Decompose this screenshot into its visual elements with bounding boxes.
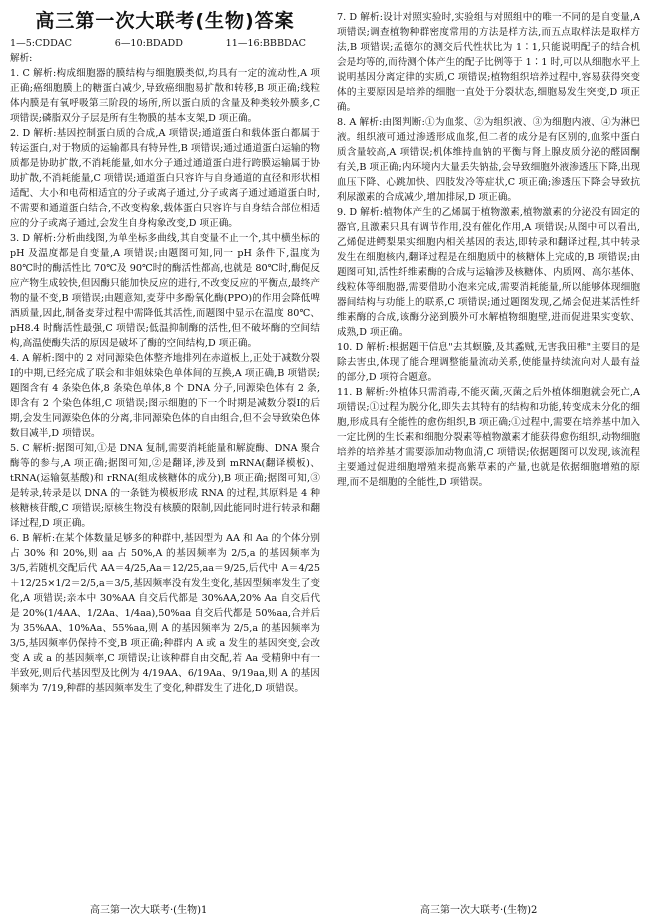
analysis-item-1: 1. C 解析:构成细胞器的膜结构与细胞膜类似,均具有一定的流动性,A 项正确;癌细胞膜上的糖蛋白减少,导致癌细胞易扩散和转移,B 项正确;线粒体内膜是有氧呼吸第三阶段的场所,所以蛋白质的含量及种类较外膜多,C 项错误;磷脂双分子层是所有生物膜的基本支架,D 项正确。 bbox=[10, 68, 320, 124]
analysis-item-10: 10. D 解析:根据题干信息"去其螟螣,及其蟊贼,无害我田稚"主要目的是除去害虫,体现了能合理调整能量流动关系,使能量持续流向对人最有益的部分,D 项符合题意。 bbox=[337, 342, 640, 383]
analysis-label: 解析: bbox=[10, 53, 33, 64]
analysis-item-4: 4. A 解析:图中的 2 对同源染色体整齐地排列在赤道板上,正处于减数分裂Ⅰ的中期,已经完成了联会和非姐妹染色单体间的互换,A 项正确,B 项错误;题图含有 4 条染色体,8 条染色单体,8 个 DNA 分子,同源染色体有 2 条,即含有 2 个染色体组,C 项错误;图示细胞的下一个时期是减数分裂Ⅰ的后期,会发生同源染色体的分离,非同源染色体的自由组合,但不会导致染色体数目减半,D 项错误。 bbox=[10, 353, 320, 439]
analysis-item-3: 3. D 解析:分析曲线图,为单坐标多曲线,其自变量不止一个,其中横坐标的 pH 及温度都是自变量,A 项错误;由题图可知,同一 pH 条件下,温度为 80℃时的酶活性比 70℃及 90℃时的酶活性都高,也就是 80℃时,酶促反应产物生成较快,但因酶只能加快反应的进行,不改变反应的平衡点,最终产物的量不变,B 项错误;由题意知,麦芽中多酚氧化酶(PPO)的作用会降低啤酒质量,因此,制备麦芽过程中需降低其活性,而题图中显示在温度 80℃、pH8.4 时酶活性最强,C 项错误;低温抑制酶的活性,但不破坏酶的空间结构,高温使酶失活的原因是破坏了酶的空间结构,D 项正确。 bbox=[10, 233, 320, 349]
footer-right: 高三第一次大联考·(生物)2 bbox=[420, 905, 538, 916]
analysis-item-11: 11. B 解析:外植体只需消毒,不能灭菌,灭菌之后外植体细胞就会死亡,A 项错误;①过程为脱分化,即失去其特有的结构和功能,转变成未分化的细胞,形成具有全能性的愈伤组织,B 项正确;①过程中,需要在培养基中加入一定比例的生长素和细胞分裂素等植物激素才能获得愈伤组织,动物细胞培养的培养基才需要添加动物血清,C 项错误;依据题图可以发现,该流程主要通过促进细胞增殖来提高紫草素的产量,也就是依据细胞增殖的原理,而不是细胞的全能性,D 项错误。 bbox=[337, 387, 640, 488]
answer-key-1: 1—5:CDDAC bbox=[10, 38, 73, 49]
left-column bbox=[10, 0, 320, 696]
answer-key-3: 11—16:BBBDAC bbox=[225, 38, 306, 49]
analysis-item-7: 7. D 解析:设计对照实验时,实验组与对照组中的唯一不同的是自变量,A 项错误;调查植物种群密度常用的方法是样方法,而五点取样法是取样方法,B 项错误;孟德尔的测交后代性状比为 1∶1,只能说明配子的结合机会是均等的,而待测个体产生的配子比例等于 1∶1 时,可以从细胞水平上说明基因分离定律的实质,C 项错误;植物组织培养过程中,容易获得突变体的主要原因是培养的细胞一直处于分裂状态,细胞易发生突变,D 项正确。 bbox=[337, 12, 640, 113]
page-title: 高三第一次大联考(生物)答案 bbox=[35, 10, 295, 32]
answer-key-2: 6—10:BDADD bbox=[114, 38, 183, 49]
analysis-item-6: 6. B 解析:在某个体数量足够多的种群中,基因型为 AA 和 Aa 的个体分别占 30% 和 20%,则 aa 占 50%,A 的基因频率为 2/5,a 的基因频率为 3/5,若随机交配后代 AA＝4/25,Aa＝12/25,aa＝9/25,后代中 A＝4/25＋12/25×1/2＝2/5,a＝3/5,基因频率没有发生变化,基因型频率发生了变化,A 项错误;亲本中 30%AA 自交后代都是 30%AA,20% Aa 自交后代是 20%(1/4AA、1/2Aa、1/4aa),50%aa 自交后代都是 50%aa,合并后为 35%AA、10%Aa、55%aa,则 A 的基因频率为 2/5,a 的基因频率为 3/5,基因频率仍保持不变,B 项正确;种群内 A 或 a 发生的基因突变,会改变 A 或 a 的基因频率,C 项错误;让该种群自由交配,若 Aa 受精卵中有一半致死,则后代基因型及比例为 4/19AA、6/19Aa、9/19aa,则 A 的基因频率为 7/19,种群的基因频率发生了变化,种群发生了进化,D 项错误。 bbox=[10, 533, 320, 694]
analysis-item-8: 8. A 解析:由图判断:①为血浆、②为组织液、③为细胞内液、④为淋巴液。组织液可通过渗透形成血浆,但二者的成分是有区别的,血浆中蛋白质含量较高,A 项错误;机体维持血钠的平衡与肾上腺皮质分泌的醛固酮有关,B 项正确;内环境内大量丢失钠盐,会导致细胞外液渗透压下降,出现血压下降、心跳加快、四肢发冷等症状,C 项正确;渗透压下降会导致抗利尿激素的合成减少,增加排尿,D 项正确。 bbox=[337, 117, 640, 203]
analysis-item-5: 5. C 解析:据图可知,①是 DNA 复制,需要消耗能量和解旋酶、DNA 聚合酶等的参与,A 项正确;据图可知,②是翻译,涉及到 mRNA(翻译模板)、tRNA(运输氨基酸)和 rRNA(组成核糖体的成分),B 项正确;据图可知,③是转录,转录是以 DNA 的一条链为模板形成 RNA 的过程,其原料是 4 种核糖核苷酸,C 项错误;原核生物没有核膜的限制,因此能同时进行转录和翻译过程,D 项正确。 bbox=[10, 443, 320, 529]
footer-left: 高三第一次大联考·(生物)1 bbox=[90, 905, 208, 916]
right-column bbox=[337, 10, 640, 490]
analysis-item-2: 2. D 解析:基因控制蛋白质的合成,A 项错误;通道蛋白和载体蛋白都属于转运蛋白,对于物质的运输都具有特异性,B 项错误;通过通道蛋白运输的物质都是协助扩散,不消耗能量,如水分子通过通道蛋白进行跨膜运输属于协助扩散,不消耗能量,C 项错误;通道蛋白只容许与自身通道的直径和形状相适配、大小和电荷相适宜的分子或离子通过,分子或离子通过通道蛋白时,不需要和通道蛋白结合,不改变构象,载体蛋白只容许与自身结合部位相适应的分子或离子通过,会发生自身构象改变,D 项正确。 bbox=[10, 128, 320, 229]
answer-key bbox=[10, 36, 320, 51]
analysis-item-9: 9. D 解析:植物体产生的乙烯属于植物激素,植物激素的分泌没有固定的器官,且激素只具有调节作用,没有催化作用,A 项错误;从图中可以看出,乙烯促进鳄梨果实细胞内相关基因的表达,即转录和翻译过程,其中转录发生在细胞核内,翻译过程是在细胞质中的核糖体上完成的,B 项错误;由题图可知,活性纤维素酶的合成与运输涉及核糖体、内质网、高尔基体、线粒体等细胞器,需要借助小泡来完成,需要消耗能量,所以能够体现细胞器间结构与功能上的联系,C 项错误;通过题图发现,乙烯会促进某活性纤维素酶的合成,该酶分泌到膜外可水解植物细胞壁,进而促进果实变软、成熟,D 项正确。 bbox=[337, 207, 640, 338]
